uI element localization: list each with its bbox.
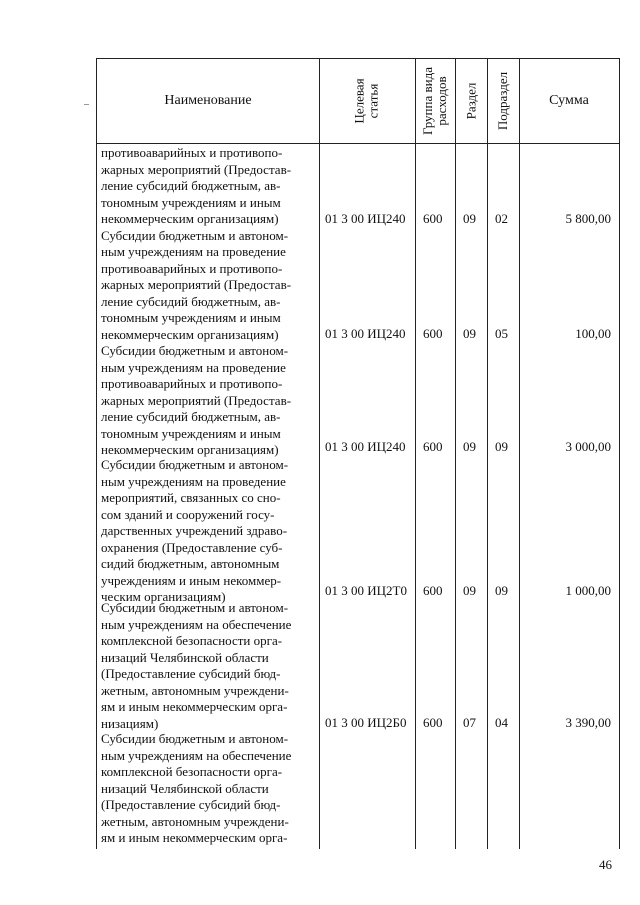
row-4-sum: 1 000,00 [565, 583, 611, 598]
header-sum: Сумма [549, 93, 589, 108]
header-name: Наименование [164, 93, 252, 108]
row-1-subsection: 02 [495, 211, 508, 226]
column-divider [487, 59, 488, 849]
row-1-target: 01 3 00 ИЦ240 [325, 211, 406, 226]
row-3-name: Субсидии бюджетным и автоном- ным учреждениям на проведение противоаварийных и противопо- жарных мероприятий (Предостав- ление субсидий бюджетным, ав- тономным учреждениям и иным некоммерческим организациям) [101, 343, 292, 457]
column-divider [319, 59, 320, 849]
header-target-line1: Целевая [351, 78, 367, 124]
row-5-name: Субсидии бюджетным и автоном- ным учреждениям на обеспечение комплексной безопасности орга- низаций Челябинской области (Предоставление субсидий бюд- жетным, автономным учреждени- ям и иным некоммерческим орга- низациям) [101, 600, 292, 731]
budget-table [96, 58, 620, 849]
row-2-target: 01 3 00 ИЦ240 [325, 326, 406, 341]
page-number: 46 [599, 857, 612, 872]
row-2-sum: 100,00 [575, 326, 611, 341]
row-6-name: Субсидии бюджетным и автоном- ным учреждениям на обеспечение комплексной безопасности орга- низаций Челябинской области (Предоставление субсидий бюд- жетным, автономным учреждени- ям и иным некоммерческим орга- [101, 731, 292, 845]
header-group-line1: Группа вида [420, 67, 436, 135]
row-5-section: 07 [463, 715, 476, 730]
column-divider [415, 59, 416, 849]
row-4-name: Субсидии бюджетным и автоном- ным учреждениям на проведение мероприятий, связанных со сно- сом зданий и сооружений госу- дарственных учреждений здраво- охранения (Предоставление суб- сидий бюджетным, автономным учреждениям и иным некоммер- ческим организациям) [101, 457, 289, 604]
row-2-name: Субсидии бюджетным и автоном- ным учреждениям на проведение противоаварийных и противопо- жарных мероприятий (Предостав- ление субсидий бюджетным, ав- тономным учреждениям и иным некоммерческим организациям) [101, 227, 292, 342]
row-3-target: 01 3 00 ИЦ240 [325, 439, 406, 454]
header-group-line2: расходов [434, 76, 450, 126]
header-separator [97, 143, 619, 144]
row-1-name: противоаварийных и противопо- жарных мероприятий (Предостав- ление субсидий бюджетным, ав- тономным учреждениям и иным некоммерческим организациям) [101, 145, 292, 226]
row-5-group: 600 [423, 715, 443, 730]
row-1-group: 600 [423, 211, 443, 226]
column-divider [455, 59, 456, 849]
header-subsection: Подраздел [495, 71, 511, 131]
margin-mark [84, 104, 89, 105]
row-5-sum: 3 390,00 [565, 715, 611, 730]
row-3-group: 600 [423, 439, 443, 454]
row-5-target: 01 3 00 ИЦ2Б0 [325, 715, 407, 730]
header-section: Раздел [463, 82, 478, 120]
row-4-section: 09 [463, 583, 476, 598]
row-3-section: 09 [463, 439, 476, 454]
row-4-group: 600 [423, 583, 443, 598]
row-2-section: 09 [463, 326, 476, 341]
header-target-article [319, 59, 415, 143]
row-3-sum: 3 000,00 [565, 439, 611, 454]
row-4-target: 01 3 00 ИЦ2Т0 [325, 583, 407, 598]
row-4-subsection: 09 [495, 583, 508, 598]
header-expense-group [415, 59, 455, 143]
row-5-subsection: 04 [495, 715, 508, 730]
row-2-group: 600 [423, 326, 443, 341]
row-1-sum: 5 800,00 [565, 211, 611, 226]
row-2-subsection: 05 [495, 326, 508, 341]
header-target-line2: статья [365, 83, 381, 119]
row-1-section: 09 [463, 211, 476, 226]
row-3-subsection: 09 [495, 439, 508, 454]
column-divider [519, 59, 520, 849]
